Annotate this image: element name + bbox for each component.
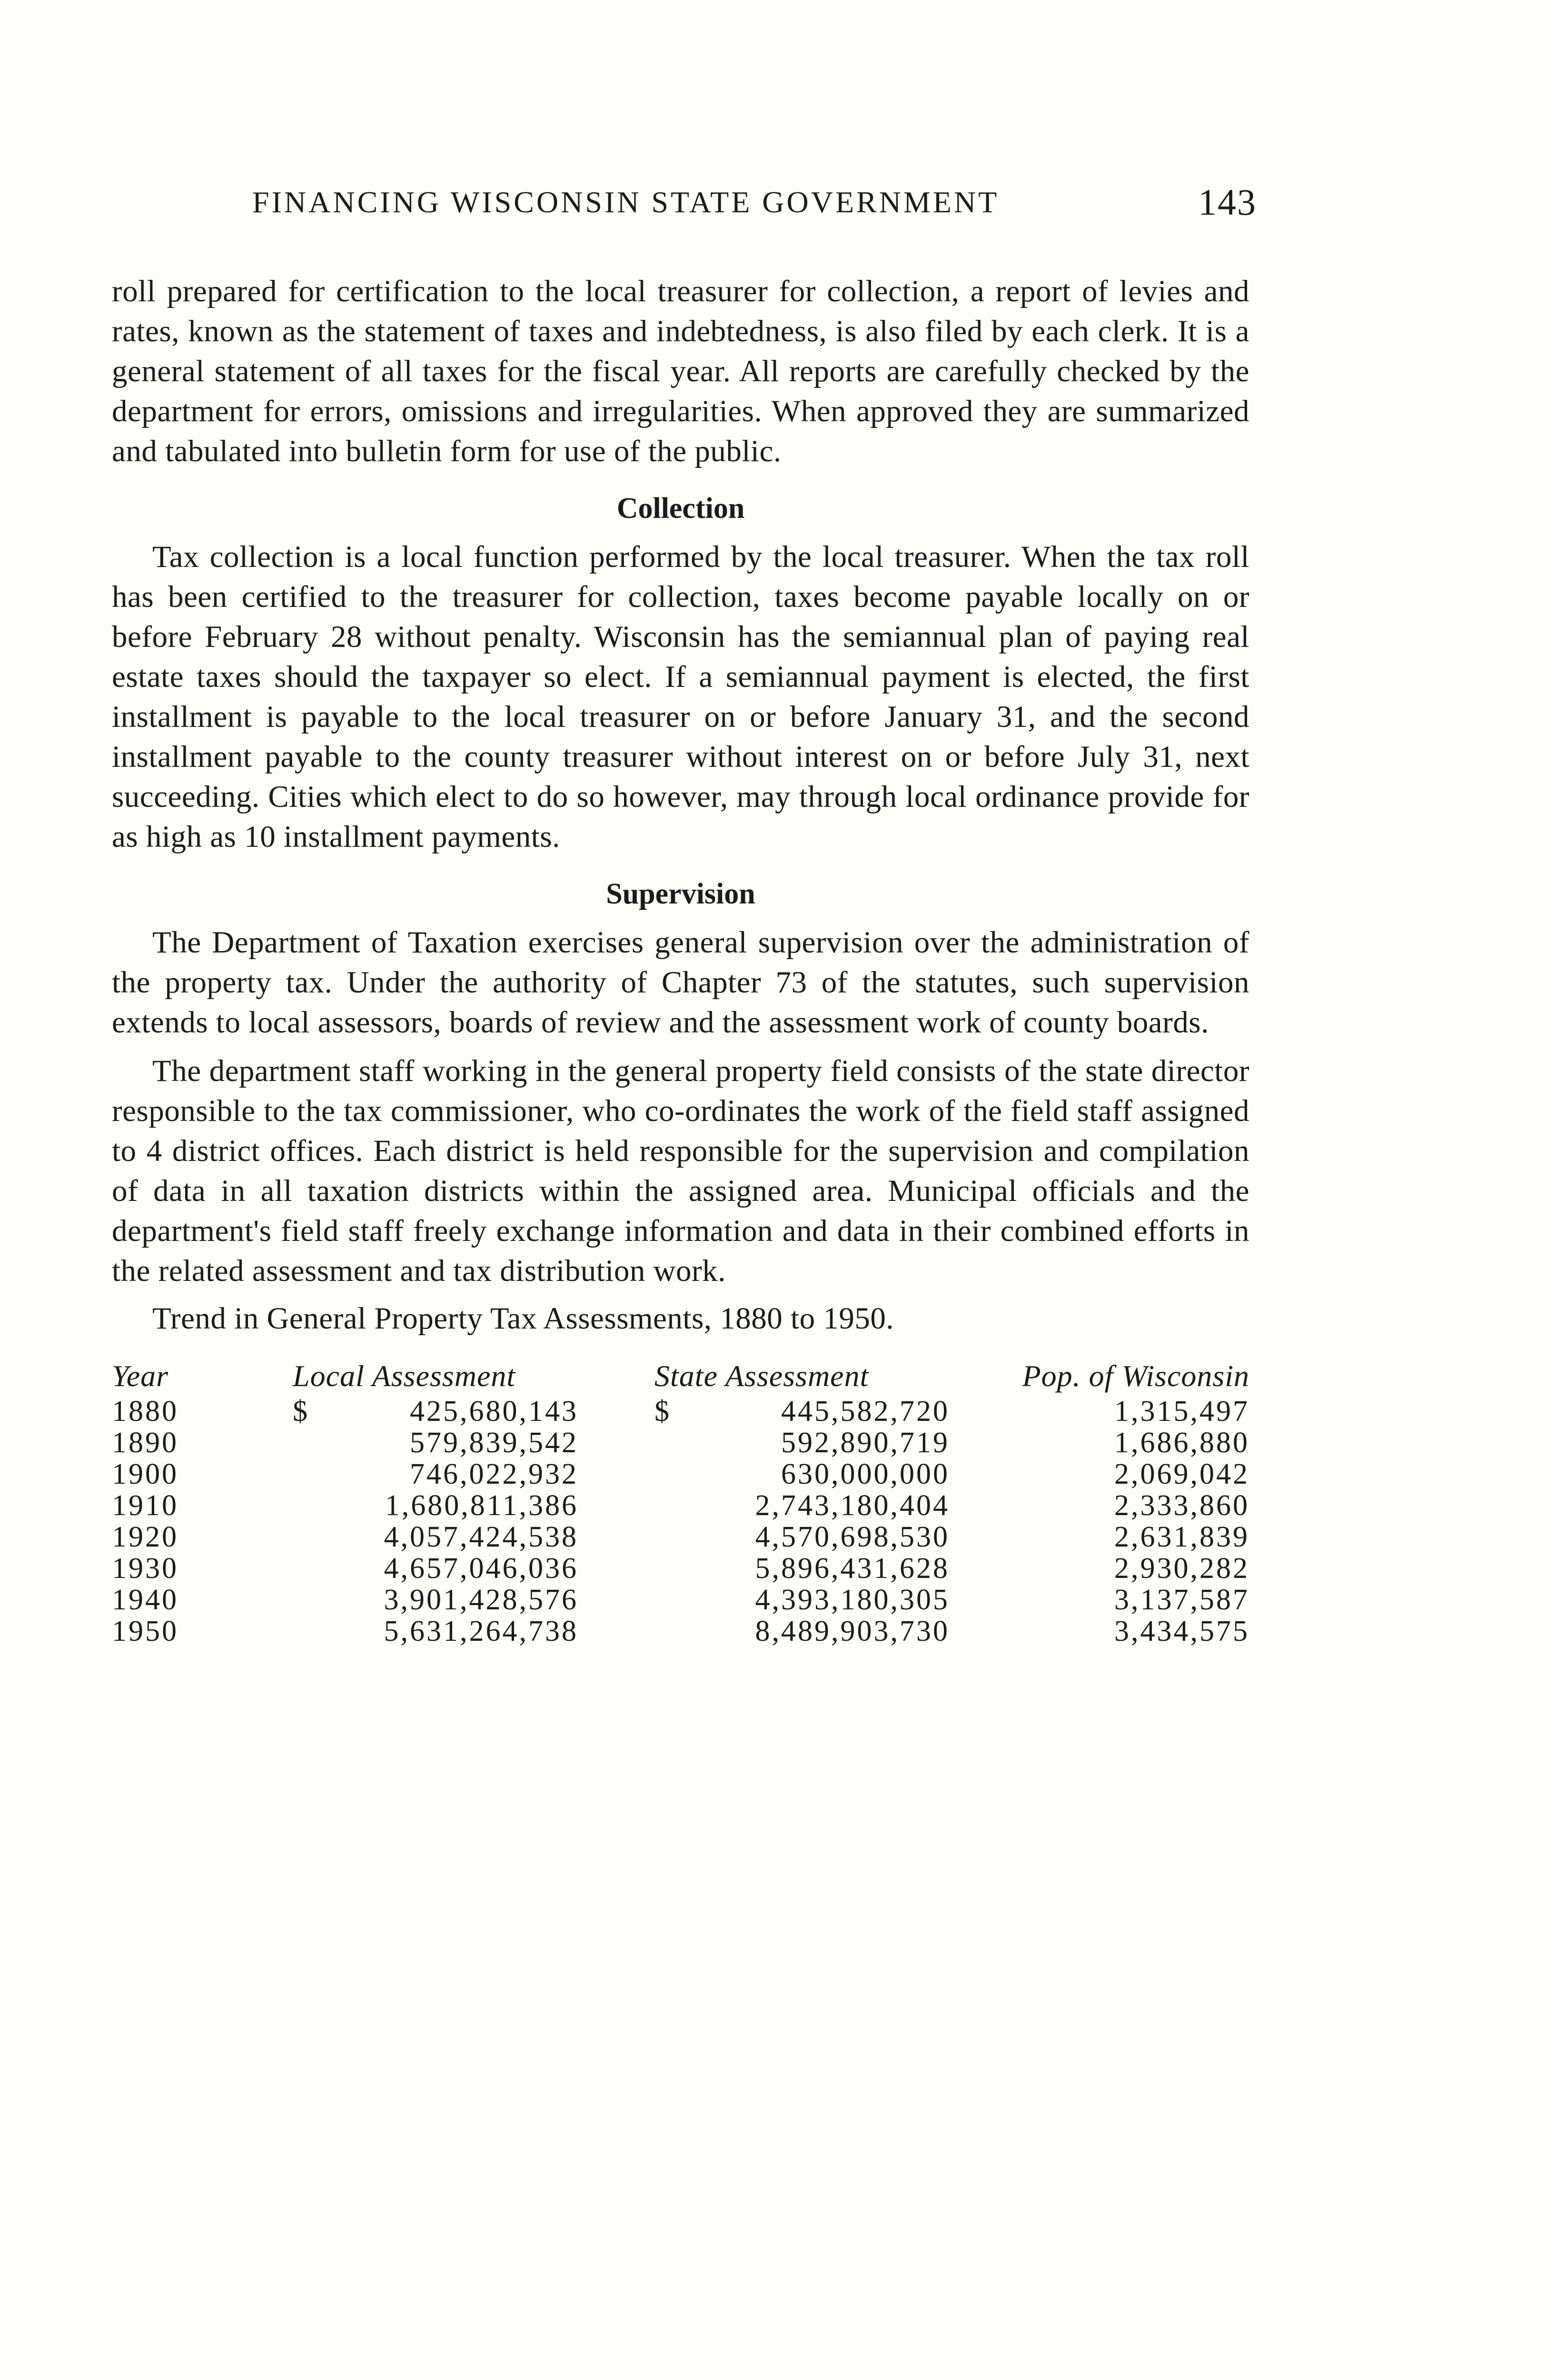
state-value: 2,743,180,404 bbox=[755, 1489, 950, 1522]
state-value: 630,000,000 bbox=[781, 1458, 950, 1490]
population-value: 2,069,042 bbox=[1114, 1458, 1249, 1490]
page-header bbox=[252, 181, 1257, 238]
header-population: Pop. of Wisconsin bbox=[1022, 1359, 1249, 1393]
cell-year: 1930 bbox=[112, 1552, 178, 1585]
page-number: 143 bbox=[1198, 181, 1257, 223]
cell-state-assessment bbox=[654, 1490, 978, 1521]
supervision-heading: Supervision bbox=[606, 878, 755, 910]
table-caption: Trend in General Property Tax Assessments, 1880 to 1950. bbox=[152, 1301, 894, 1336]
supervision-paragraph-2: The department staff working in the general property field consists of the state director responsible to the tax commissioner, who co-ordinates the work of the field staff assigned to 4 district offices. Each district is held responsible for the supervision and compilation of data in all taxation districts within the assigned area. Municipal officials and the department's field staff freely exchange information and data in their combined efforts in the related assessment and tax distribution work. bbox=[112, 1054, 1249, 1288]
cell-year: 1920 bbox=[112, 1521, 178, 1553]
local-value: 4,657,046,036 bbox=[384, 1552, 578, 1585]
table-row bbox=[112, 1553, 1249, 1584]
cell-local-assessment bbox=[293, 1584, 654, 1616]
state-value: 8,489,903,730 bbox=[755, 1615, 950, 1647]
cell-state-assessment bbox=[654, 1616, 978, 1647]
table-row bbox=[112, 1521, 1249, 1553]
state-value: 4,570,698,530 bbox=[755, 1521, 950, 1553]
running-head: FINANCING WISCONSIN STATE GOVERNMENT bbox=[252, 185, 1000, 219]
cell-population bbox=[978, 1521, 1249, 1553]
collection-paragraph: Tax collection is a local function performed by the local treasurer. When the tax roll has been certified to the treasurer for collection, taxes become payable locally on or before February 28 without penalty. Wisconsin has the semiannual plan of paying real estate taxes should the taxpayer so elect. If a semiannual payment is elected, the first installment is payable to the local treasurer on or before January 31, and the second installment payable to the county treasurer without interest on or before July 31, next succeeding. Cities which elect to do so however, may through local ordinance provide for as high as 10 installment payments. bbox=[112, 540, 1249, 854]
cell-state-assessment bbox=[654, 1396, 978, 1427]
cell-year: 1880 bbox=[112, 1395, 178, 1428]
body-text bbox=[112, 271, 1249, 1647]
cell-state-assessment bbox=[654, 1521, 978, 1553]
table-row bbox=[112, 1584, 1249, 1616]
cell-state-assessment bbox=[654, 1427, 978, 1458]
population-value: 3,434,575 bbox=[1114, 1615, 1249, 1647]
local-value: 1,680,811,386 bbox=[385, 1489, 578, 1522]
header-year: Year bbox=[112, 1359, 169, 1393]
cell-year: 1890 bbox=[112, 1427, 178, 1459]
assessment-trend-table bbox=[112, 1360, 1249, 1647]
supervision-paragraph-1: The Department of Taxation exercises general supervision over the administration of the property tax. Under the authority of Chapter 73 of the statutes, such supervision extends to local assessors, boards of review and the assessment work of county boards. bbox=[112, 925, 1249, 1040]
cell-local-assessment bbox=[293, 1490, 654, 1521]
local-value: 579,839,542 bbox=[410, 1427, 578, 1459]
table-row bbox=[112, 1490, 1249, 1521]
population-value: 2,333,860 bbox=[1114, 1489, 1249, 1522]
cell-state-assessment bbox=[654, 1458, 978, 1490]
table-row bbox=[112, 1616, 1249, 1647]
table-row bbox=[112, 1396, 1249, 1427]
local-value: 425,680,143 bbox=[410, 1395, 578, 1428]
population-value: 3,137,587 bbox=[1114, 1584, 1249, 1616]
cell-population bbox=[978, 1553, 1249, 1584]
intro-paragraph: roll prepared for certification to the local treasurer for collection, a report of levies and rates, known as the statement of taxes and indebtedness, is also filed by each clerk. It is a general statement of all taxes for the fiscal year. All reports are carefully checked by the department for errors, omissions and irregularities. When approved they are summarized and tabulated into bulletin form for use of the public. bbox=[112, 274, 1249, 468]
cell-population bbox=[978, 1584, 1249, 1616]
table-row bbox=[112, 1427, 1249, 1458]
cell-population bbox=[978, 1616, 1249, 1647]
state-value: 4,393,180,305 bbox=[755, 1584, 950, 1616]
local-value: 3,901,428,576 bbox=[384, 1584, 578, 1616]
table-body bbox=[112, 1396, 1249, 1647]
state-value: 5,896,431,628 bbox=[755, 1552, 950, 1585]
local-value: 5,631,264,738 bbox=[384, 1615, 578, 1647]
cell-population bbox=[978, 1396, 1249, 1427]
cell-local-assessment bbox=[293, 1458, 654, 1490]
local-dollar-sign: $ bbox=[293, 1395, 309, 1428]
population-value: 1,686,880 bbox=[1114, 1427, 1249, 1459]
header-state-assessment: State Assessment bbox=[654, 1359, 869, 1393]
population-value: 2,930,282 bbox=[1114, 1552, 1249, 1585]
state-dollar-sign: $ bbox=[654, 1395, 671, 1428]
cell-local-assessment bbox=[293, 1616, 654, 1647]
cell-population bbox=[978, 1490, 1249, 1521]
cell-state-assessment bbox=[654, 1584, 978, 1616]
cell-local-assessment bbox=[293, 1553, 654, 1584]
collection-heading: Collection bbox=[616, 492, 745, 525]
cell-year: 1910 bbox=[112, 1489, 178, 1522]
local-value: 4,057,424,538 bbox=[384, 1521, 578, 1553]
population-value: 2,631,839 bbox=[1114, 1521, 1249, 1553]
header-local-assessment: Local Assessment bbox=[293, 1359, 516, 1393]
state-value: 445,582,720 bbox=[781, 1395, 950, 1428]
cell-population bbox=[978, 1458, 1249, 1490]
table-header-row bbox=[112, 1360, 1249, 1396]
local-value: 746,022,932 bbox=[410, 1458, 578, 1490]
cell-year: 1900 bbox=[112, 1458, 178, 1490]
table-row bbox=[112, 1458, 1249, 1490]
cell-year: 1940 bbox=[112, 1584, 178, 1616]
cell-local-assessment bbox=[293, 1521, 654, 1553]
population-value: 1,315,497 bbox=[1114, 1395, 1249, 1428]
cell-state-assessment bbox=[654, 1553, 978, 1584]
cell-population bbox=[978, 1427, 1249, 1458]
state-value: 592,890,719 bbox=[781, 1427, 950, 1459]
cell-local-assessment bbox=[293, 1396, 654, 1427]
cell-local-assessment bbox=[293, 1427, 654, 1458]
cell-year: 1950 bbox=[112, 1615, 178, 1647]
